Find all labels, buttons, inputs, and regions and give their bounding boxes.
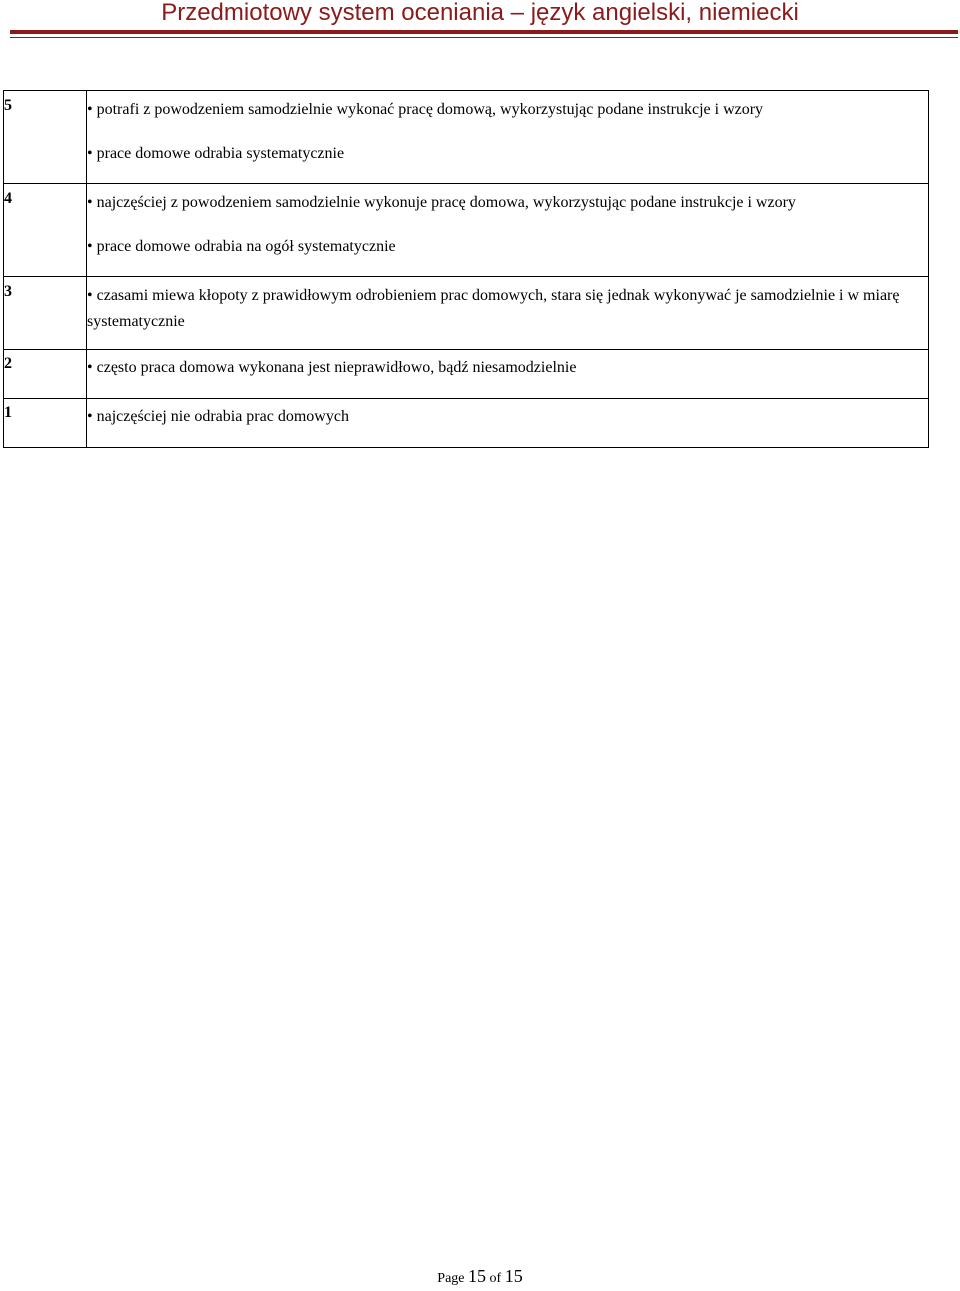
bullet-icon: • bbox=[87, 359, 93, 376]
list-item bbox=[87, 97, 928, 123]
page-word: Page bbox=[437, 1271, 465, 1286]
bullet-icon: • bbox=[87, 145, 93, 162]
criteria-cell bbox=[87, 399, 929, 448]
document-header-title: Przedmiotowy system oceniania – język angielski, niemiecki bbox=[161, 0, 799, 26]
grading-criteria-table bbox=[3, 90, 929, 448]
table-row bbox=[4, 350, 929, 399]
grade-cell bbox=[4, 91, 87, 184]
total-pages-number: 15 bbox=[504, 1266, 523, 1286]
bullet-icon: • bbox=[87, 408, 93, 425]
bullet-icon: • bbox=[87, 101, 93, 118]
grade-number: 4 bbox=[4, 190, 12, 207]
criteria-text: najczęściej z powodzeniem samodzielnie wykonuje pracę domowa, wykorzystując podane instrukcje i wzory bbox=[96, 194, 796, 211]
header-rule-thick bbox=[10, 30, 958, 34]
grade-cell bbox=[4, 184, 87, 277]
criteria-cell bbox=[87, 277, 929, 350]
table-row bbox=[4, 91, 929, 184]
grade-cell bbox=[4, 277, 87, 350]
criteria-text: prace domowe odrabia na ogół systematycznie bbox=[96, 238, 396, 255]
table-row bbox=[4, 277, 929, 350]
grade-number: 2 bbox=[4, 355, 12, 372]
criteria-cell bbox=[87, 91, 929, 184]
table-row bbox=[4, 184, 929, 277]
criteria-text: najczęściej nie odrabia prac domowych bbox=[96, 408, 349, 425]
criteria-text: czasami miewa kłopoty z prawidłowym odrobieniem prac domowych, stara się jednak wykonywać je samodzielnie i w miarę systematycznie bbox=[87, 287, 900, 330]
grade-number: 3 bbox=[4, 283, 12, 300]
bullet-icon: • bbox=[87, 287, 93, 304]
list-item bbox=[87, 283, 928, 335]
list-item bbox=[87, 234, 928, 260]
bullet-icon: • bbox=[87, 238, 93, 255]
criteria-text: prace domowe odrabia systematycznie bbox=[96, 145, 345, 162]
criteria-text: często praca domowa wykonana jest nieprawidłowo, bądź niesamodzielnie bbox=[96, 359, 577, 376]
grade-number: 5 bbox=[4, 97, 12, 114]
of-word: of bbox=[489, 1271, 502, 1286]
list-item bbox=[87, 141, 928, 167]
bullet-icon: • bbox=[87, 194, 93, 211]
list-item bbox=[87, 190, 928, 216]
current-page-number: 15 bbox=[468, 1266, 487, 1286]
criteria-text: potrafi z powodzeniem samodzielnie wykonać pracę domową, wykorzystując podane instrukcje i wzory bbox=[96, 101, 764, 118]
list-item bbox=[87, 404, 928, 430]
list-item bbox=[87, 355, 928, 381]
page-footer bbox=[0, 1266, 960, 1287]
grade-number: 1 bbox=[4, 404, 12, 421]
criteria-cell bbox=[87, 184, 929, 277]
criteria-cell bbox=[87, 350, 929, 399]
grade-cell bbox=[4, 399, 87, 448]
header-rule-thin bbox=[10, 37, 958, 38]
grade-cell bbox=[4, 350, 87, 399]
table-row bbox=[4, 399, 929, 448]
